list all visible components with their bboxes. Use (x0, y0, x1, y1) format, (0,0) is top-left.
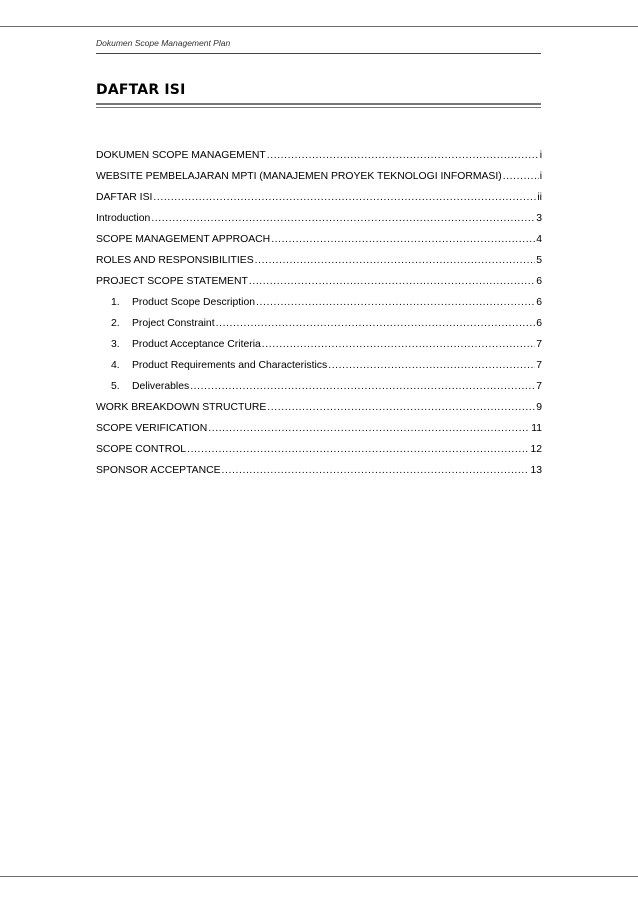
toc-entry-text: Product Scope Description (132, 297, 256, 308)
toc-entry-text: Product Acceptance Criteria (132, 339, 261, 350)
toc-entry[interactable] (96, 211, 542, 232)
toc-leader (208, 421, 530, 437)
toc-entry[interactable] (96, 148, 542, 169)
toc-leader (190, 379, 535, 395)
toc-entry-text: Introduction (96, 213, 151, 224)
toc-subentry[interactable] (96, 379, 542, 400)
toc-leader (256, 295, 535, 311)
toc-entry-number: 4. (111, 360, 120, 371)
toc-entry-page: 3 (536, 213, 542, 224)
toc-entry-text: PROJECT SCOPE STATEMENT (96, 276, 248, 287)
page-top-edge (0, 26, 638, 27)
toc-entry[interactable] (96, 421, 542, 442)
toc-leader (222, 463, 530, 479)
toc-entry-text: SCOPE MANAGEMENT APPROACH (96, 234, 271, 245)
toc-entry-number: 5. (111, 381, 120, 392)
toc-entry-page: 7 (536, 381, 542, 392)
toc-leader (262, 337, 535, 353)
toc-entry-page: 6 (536, 318, 542, 329)
toc-entry-text: SCOPE CONTROL (96, 444, 187, 455)
toc-entry[interactable] (96, 463, 542, 484)
toc-entry-page: 7 (536, 339, 542, 350)
toc-entry-page: i (539, 150, 542, 161)
toc-entry-text: WORK BREAKDOWN STRUCTURE (96, 402, 267, 413)
toc-entry-text: Product Requirements and Characteristics (132, 360, 328, 371)
toc-entry[interactable] (96, 169, 542, 190)
toc-entry-page: i (539, 171, 542, 182)
title-rule (96, 103, 541, 105)
toc-entry-number: 1. (111, 297, 120, 308)
toc-entry-page: 6 (536, 276, 542, 287)
toc-subentry[interactable] (96, 358, 542, 379)
toc-entry-page: 11 (531, 423, 542, 434)
toc-entry-text: DAFTAR ISI (96, 192, 153, 203)
toc-entry-page: 12 (530, 444, 542, 455)
toc-leader (271, 232, 535, 248)
toc-leader (255, 253, 536, 269)
toc-leader (249, 274, 535, 290)
page-bottom-edge (0, 876, 638, 877)
toc-entry-text: Project Constraint (132, 318, 215, 329)
toc-entry-page: 4 (536, 234, 542, 245)
title-rule-secondary (96, 107, 541, 108)
toc-entry-text: SPONSOR ACCEPTANCE (96, 465, 221, 476)
toc-leader (267, 148, 539, 164)
toc-leader (153, 190, 536, 206)
toc-entry[interactable] (96, 274, 542, 295)
header-rule (96, 53, 541, 54)
toc-entry[interactable] (96, 400, 542, 421)
toc-entry-page: 5 (536, 255, 542, 266)
toc-leader (187, 442, 529, 458)
toc-entry-number: 2. (111, 318, 120, 329)
toc-leader (151, 211, 535, 227)
toc-list (96, 148, 542, 484)
toc-entry-number: 3. (111, 339, 120, 350)
toc-leader (267, 400, 535, 416)
toc-entry-page: 7 (536, 360, 542, 371)
toc-entry-page: 6 (536, 297, 542, 308)
toc-entry-text: SCOPE VERIFICATION (96, 423, 208, 434)
toc-entry-text: WEBSITE PEMBELAJARAN MPTI (MANAJEMEN PROYEK TEKNOLOGI INFORMASI) (96, 171, 502, 182)
toc-entry-page: 13 (530, 465, 542, 476)
toc-title: DAFTAR ISI (96, 82, 186, 98)
toc-entry-text: DOKUMEN SCOPE MANAGEMENT (96, 150, 266, 161)
toc-entry-page: ii (537, 192, 542, 203)
toc-leader (216, 316, 536, 332)
toc-leader (503, 169, 539, 185)
toc-entry-text: ROLES AND RESPONSIBILITIES (96, 255, 254, 266)
toc-entry[interactable] (96, 190, 542, 211)
toc-entry-text: Deliverables (132, 381, 190, 392)
toc-entry[interactable] (96, 253, 542, 274)
running-header: Dokumen Scope Management Plan (96, 38, 231, 48)
toc-subentry[interactable] (96, 316, 542, 337)
toc-entry[interactable] (96, 232, 542, 253)
toc-leader (328, 358, 535, 374)
toc-entry[interactable] (96, 442, 542, 463)
toc-subentry[interactable] (96, 295, 542, 316)
toc-entry-page: 9 (536, 402, 542, 413)
toc-subentry[interactable] (96, 337, 542, 358)
